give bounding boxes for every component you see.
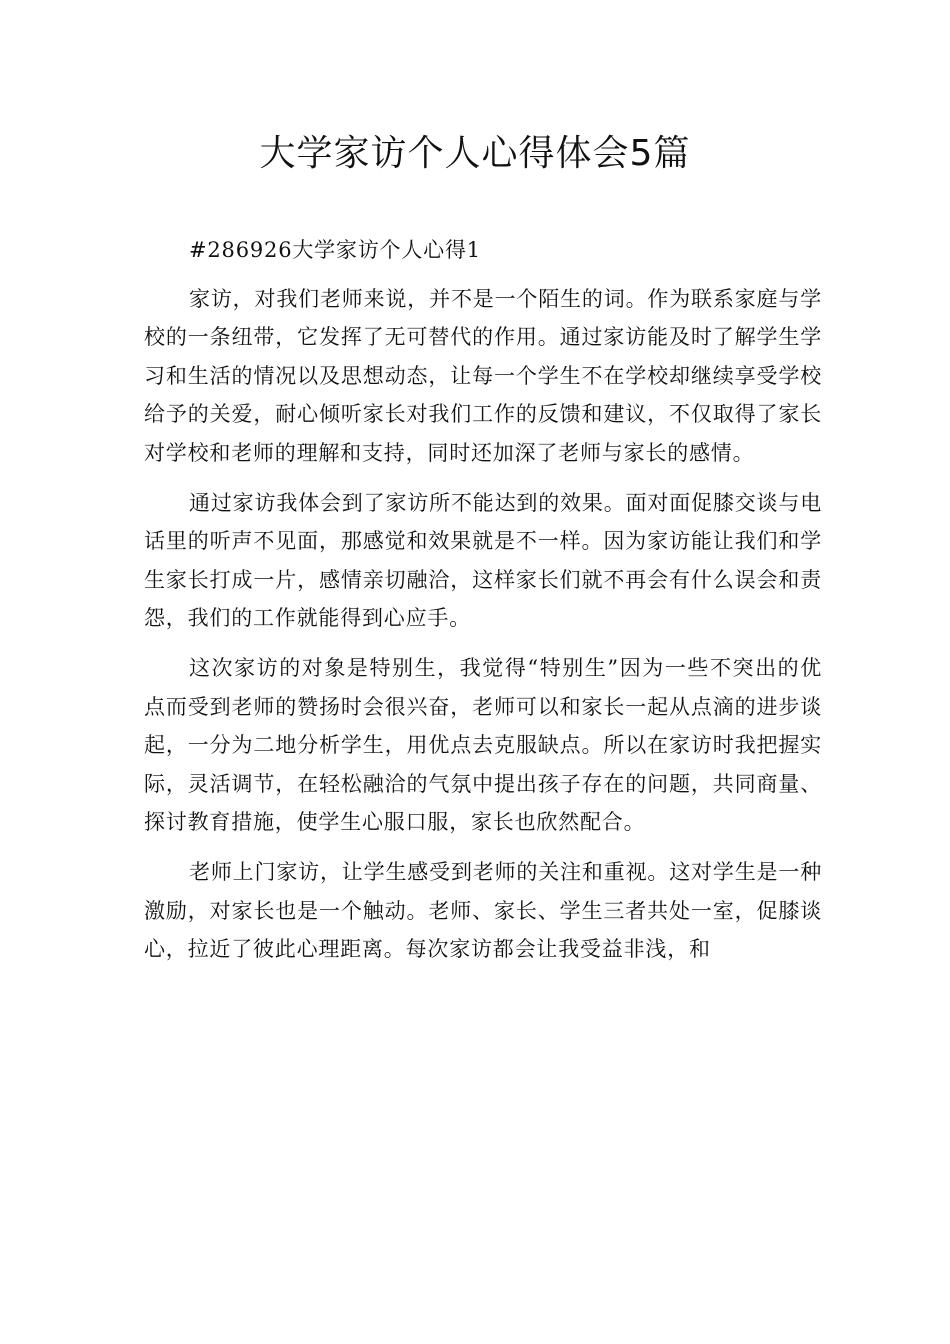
document-title: 大学家访个人心得体会5篇 — [259, 133, 691, 174]
paragraph-2: 通过家访我体会到了家访所不能达到的效果。面对面促膝交谈与电话里的听声不见面，那感觉和效果就是不一样。因为家访能让我们和学生家长打成一片，感情亲切融洽，这样家长们就不再会有什么误会和责怨，我们的工作就能得到心应手。 — [144, 490, 822, 631]
section-heading: #286926大学家访个人心得1 — [189, 238, 481, 262]
paragraph-4: 老师上门家访，让学生感受到老师的关注和重视。这对学生是一种激励，对家长也是一个触动。老师、家长、学生三者共处一室，促膝谈心，拉近了彼此心理距离。每次家访都会让我受益非浅，和 — [144, 859, 822, 962]
paragraph-3: 这次家访的对象是特别生，我觉得“特别生”因为一些不突出的优点而受到老师的赞扬时会很兴奋，老师可以和家长一起从点滴的进步谈起，一分为二地分析学生，用优点去克服缺点。所以在家访时我把握实际，灵活调节，在轻松融洽的气氛中提出孩子存在的问题，共同商量、探讨教育措施，使学生心服口服，家长也欣然配合。 — [144, 655, 822, 835]
paragraph-1: 家访，对我们老师来说，并不是一个陌生的词。作为联系家庭与学校的一条纽带，它发挥了无可替代的作用。通过家访能及时了解学生学习和生活的情况以及思想动态，让每一个学生不在学校却继续享受学校给予的关爱，耐心倾听家长对我们工作的反馈和建议，不仅取得了家长对学校和老师的理解和支持，同时还加深了老师与家长的感情。 — [144, 286, 822, 465]
document-body — [144, 231, 822, 980]
